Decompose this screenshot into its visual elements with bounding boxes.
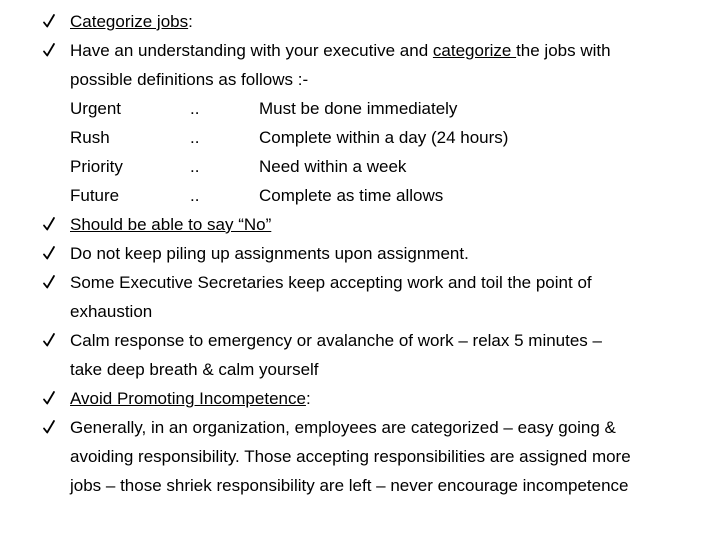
bullet-item (0, 384, 700, 413)
text-run: exhaustion (70, 302, 153, 321)
definition-separator: .. (190, 99, 200, 118)
underlined-text: Avoid Promoting Incompetence (70, 389, 306, 408)
underlined-text: Should be able to say “No” (70, 215, 272, 234)
check-icon (42, 413, 56, 442)
text-run: possible definitions as follows :- (70, 70, 309, 89)
underlined-text: categorize (432, 41, 517, 60)
bullet-text-line (70, 384, 700, 413)
bullet-list (0, 7, 700, 500)
definition-description: Need within a week (259, 157, 407, 176)
definition-term: Rush (70, 128, 110, 147)
check-icon (42, 210, 56, 239)
definition-row (70, 181, 700, 210)
underlined-text: Categorize jobs (70, 12, 189, 31)
bullet-text-line (70, 268, 700, 297)
definition-term: Priority (70, 157, 123, 176)
text-run: jobs – those shriek responsibility are left – never encourage incompetence (70, 476, 629, 495)
check-icon (42, 239, 56, 268)
bullet-text-line (70, 7, 700, 36)
bullet-text-line (70, 442, 700, 471)
definition-description: Must be done immediately (259, 99, 458, 118)
definition-separator: .. (190, 186, 200, 205)
text-run: : (188, 12, 193, 31)
text-run: Have an understanding with your executive and (70, 41, 433, 60)
bullet-text-line (70, 239, 700, 268)
definition-separator: .. (190, 157, 200, 176)
text-run: : (305, 389, 311, 408)
bullet-text-line (70, 65, 700, 94)
bullet-item (0, 210, 700, 239)
bullet-item (0, 7, 700, 36)
check-icon (42, 7, 56, 36)
bullet-item (0, 413, 700, 500)
bullet-text-line (70, 36, 700, 65)
text-run: Calm response to emergency or avalanche of work – relax 5 minutes – (70, 331, 602, 350)
bullet-item (0, 268, 700, 326)
text-run: Do not keep piling up assignments upon assignment. (70, 244, 469, 263)
text-run: Generally, in an organization, employees are categorized – easy going & (70, 418, 616, 437)
definition-separator: .. (190, 128, 200, 147)
bullet-text-line (70, 355, 700, 384)
definition-term: Urgent (70, 99, 122, 118)
bullet-item (0, 239, 700, 268)
bullet-text-line (70, 210, 700, 239)
bullet-text-line (70, 413, 700, 442)
bullet-item (0, 36, 700, 210)
text-run: avoiding responsibility. Those accepting responsibilities are assigned more (70, 447, 631, 466)
text-run: Some Executive Secretaries keep accepting work and toil the point of (70, 273, 592, 292)
check-icon (42, 36, 56, 65)
definition-term: Future (70, 186, 120, 205)
text-run: take deep breath & calm yourself (70, 360, 319, 379)
definition-row (70, 94, 700, 123)
definition-row (70, 152, 700, 181)
bullet-text-line (70, 471, 700, 500)
bullet-item (0, 326, 700, 384)
check-icon (42, 268, 56, 297)
definition-description: Complete as time allows (259, 186, 444, 205)
definition-description: Complete within a day (24 hours) (259, 128, 509, 147)
bullet-text-line (70, 326, 700, 355)
check-icon (42, 384, 56, 413)
text-run: the jobs with (516, 41, 611, 60)
definition-row (70, 123, 700, 152)
bullet-text-line (70, 297, 700, 326)
check-icon (42, 326, 56, 355)
